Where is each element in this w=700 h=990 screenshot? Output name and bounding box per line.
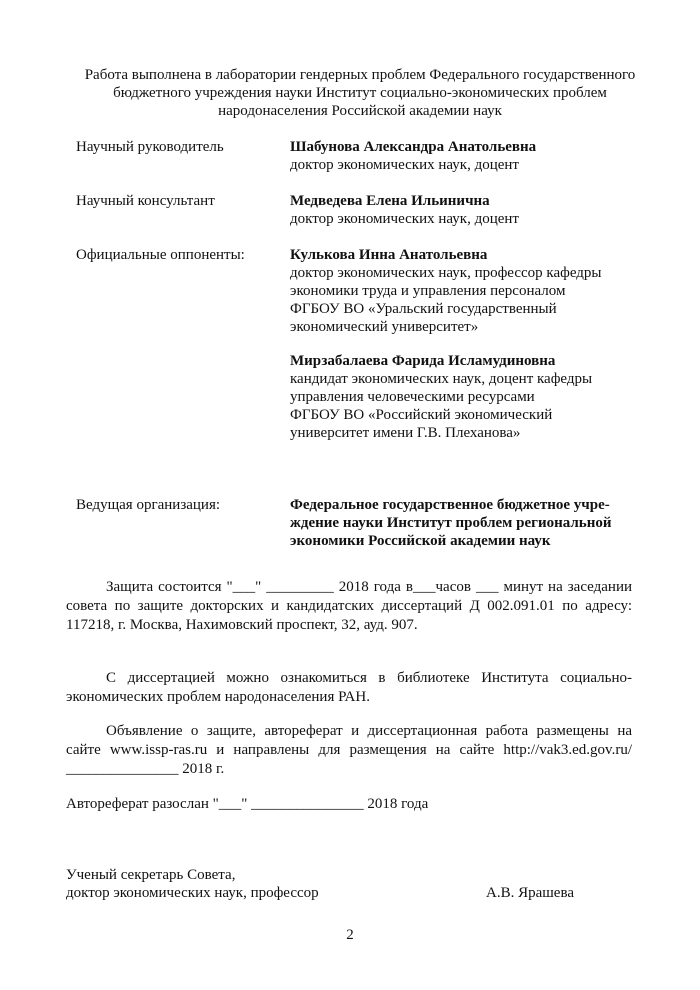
secretary-line: доктор экономических наук, профессор [66, 885, 319, 901]
supervisor-degree: доктор экономических наук, доцент [290, 157, 519, 173]
page-number: 2 [346, 927, 354, 943]
leading-org-line: Федеральное государственное бюджетное учре- [290, 497, 610, 513]
library-paragraph [66, 669, 632, 707]
announcement-paragraph [66, 722, 632, 779]
opponent-detail: управления человеческими ресурсами [290, 389, 535, 405]
leading-org-line: экономики Российской академии наук [290, 533, 551, 549]
secretary-name: А.В. Ярашева [486, 885, 575, 901]
intro-line: бюджетного учреждения науки Институт социально-экономических проблем [113, 85, 607, 101]
leading-org-label: Ведущая организация: [76, 497, 221, 513]
opponent-detail: экономический университет» [290, 319, 479, 335]
opponent-name: Кулькова Инна Анатольевна [290, 247, 488, 263]
abstract-sent-line: Автореферат разослан "___" _______________ 2018 года [66, 796, 429, 812]
defense-paragraph [66, 578, 632, 635]
announcement-line: _______________ 2018 г. [66, 761, 225, 777]
consultant-name: Медведева Елена Ильинична [290, 193, 490, 209]
opponent-detail: экономики труда и управления персоналом [290, 283, 566, 299]
opponent-detail: ФГБОУ ВО «Российский экономический [290, 407, 553, 423]
announcement-line: Объявление о защите, автореферат и диссертационная работа размещены на [106, 723, 632, 739]
opponent-1 [290, 246, 630, 336]
library-line: С диссертацией можно ознакомиться в библиотеке Института социально- [106, 670, 632, 686]
library-line: экономических проблем народонаселения РАН. [66, 689, 370, 705]
institution-statement [60, 66, 660, 120]
secretary-title [66, 866, 319, 902]
consultant-degree: доктор экономических наук, доцент [290, 211, 519, 227]
intro-line: Работа выполнена в лаборатории гендерных проблем Федерального государственного [84, 67, 636, 83]
secretary-line: Ученый секретарь Совета, [66, 867, 236, 883]
opponent-detail: кандидат экономических наук, доцент кафедры [290, 371, 593, 387]
opponent-detail: ФГБОУ ВО «Уральский государственный [290, 301, 557, 317]
opponent-detail: доктор экономических наук, профессор кафедры [290, 265, 602, 281]
supervisor-label: Научный руководитель [76, 139, 224, 155]
defense-line: совета по защите докторских и кандидатских диссертаций Д 002.091.01 по адресу: [66, 598, 632, 614]
consultant-label: Научный консультант [76, 193, 215, 209]
leading-org-line: ждение науки Институт проблем региональной [290, 515, 612, 531]
opponents-label: Официальные оппоненты: [76, 247, 245, 263]
supervisor-name: Шабунова Александра Анатольевна [290, 139, 537, 155]
opponent-2 [290, 352, 630, 442]
intro-line: народонаселения Российской академии наук [218, 103, 502, 119]
defense-line: 117218, г. Москва, Нахимовский проспект, 32, ауд. 907. [66, 617, 418, 633]
opponent-name: Мирзабалаева Фарида Исламудиновна [290, 353, 556, 369]
defense-line: Защита состоится "___" _________ 2018 года в___часов ___ минут на заседании [106, 579, 632, 595]
opponent-detail: университет имени Г.В. Плеханова» [290, 425, 521, 441]
announcement-line: сайте www.issp-ras.ru и направлены для размещения на сайте http://vak3.ed.gov.ru/ [66, 742, 632, 758]
